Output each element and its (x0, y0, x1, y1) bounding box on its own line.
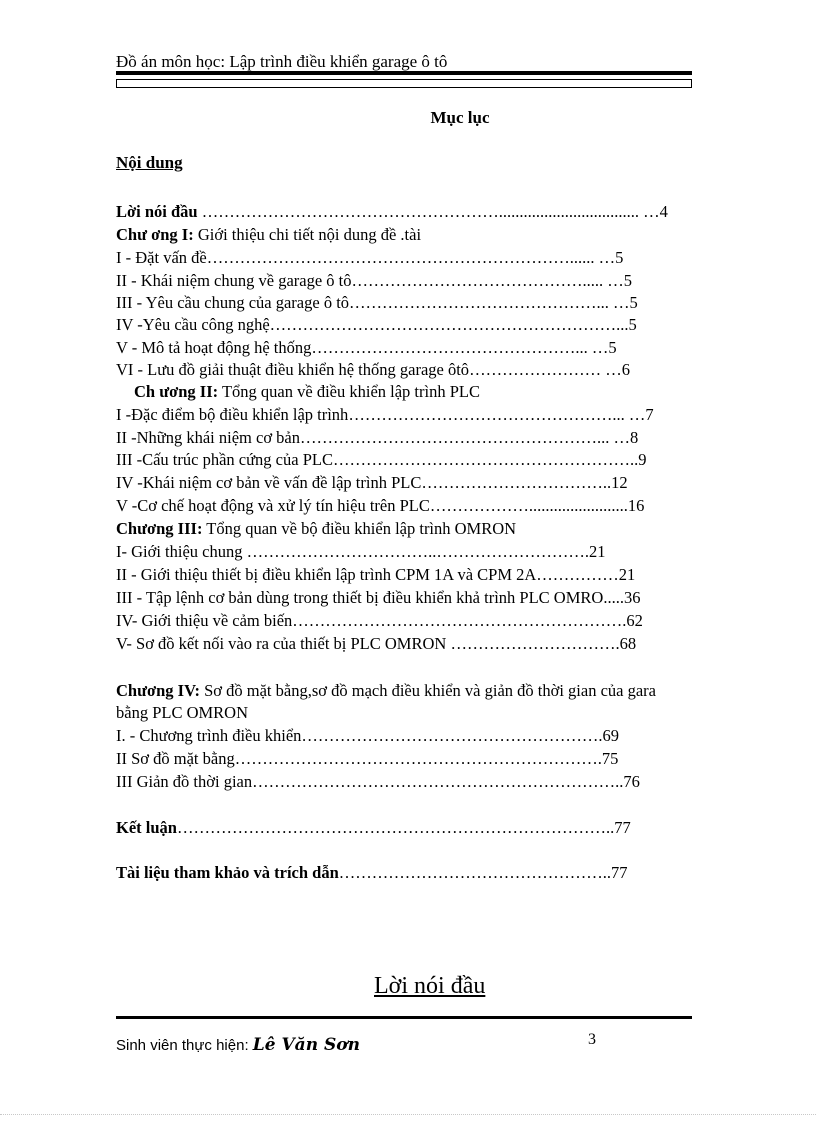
toc-line (116, 817, 631, 839)
toc-label: Lời nói đầu (116, 202, 198, 221)
toc-page: 21 (589, 542, 606, 561)
toc-label: IV -Yêu cầu công nghệ (116, 315, 270, 334)
toc-line (116, 381, 480, 403)
toc-label: III Giản đồ thời gian (116, 772, 253, 791)
toc-line (116, 224, 421, 246)
page-bottom-edge (0, 1114, 816, 1115)
toc-page: …5 (591, 338, 617, 357)
toc-line (116, 495, 644, 517)
toc-page: 5 (628, 315, 637, 334)
toc-lead: ………………………………………... (349, 293, 614, 312)
toc-line (116, 314, 637, 336)
toc-page: 36 (623, 588, 641, 607)
toc-lead: ……………………………………………….................................. (197, 202, 639, 221)
toc-label: IV -Khái niệm cơ bản về vấn đề lập trình PLC (116, 473, 422, 492)
toc-line (116, 771, 640, 793)
footer-rule (116, 1016, 692, 1019)
footer-student (116, 1035, 360, 1055)
toc-line (116, 518, 516, 540)
toc-chapter-label: Ch ương II: (134, 382, 219, 401)
toc-label: V- Sơ đồ kết nối vào ra của thiết bị PLC OMRON (116, 634, 451, 653)
toc-line (116, 862, 628, 884)
toc-label: VI - Lưu đồ giải thuật điều khiển hệ thống garage ôtô (116, 360, 470, 379)
toc-line (116, 725, 619, 747)
toc-lead: …………………………. (450, 634, 620, 653)
toc-lead: ..... (603, 588, 624, 607)
header-rule-box (116, 79, 692, 88)
toc-label: Tổng quan về bộ điều khiển lập trình OMRON (202, 519, 517, 538)
toc-label: IV- Giới thiệu về cảm biến (116, 611, 293, 630)
toc-label: Sơ đồ mặt bằng,sơ đồ mạch điều khiển và giản đồ thời gian của gara (200, 681, 656, 700)
toc-chapter-label: Chương III: (116, 519, 203, 538)
toc-label: I- Giới thiệu chung (116, 542, 247, 561)
toc-label: Tổng quan về điều khiển lập trình PLC (218, 382, 480, 401)
toc-page: 68 (619, 634, 637, 653)
toc-chapter-label: Chương IV: (116, 681, 200, 700)
toc-line (116, 633, 636, 655)
student-name: Lê Văn Sơn (252, 1035, 360, 1055)
toc-label: III - Tập lệnh cơ bản dùng trong thiết bị điều khiển khả trình PLC OMRO (116, 588, 604, 607)
toc-label: I. - Chương trình điều khiển (116, 726, 302, 745)
toc-line (116, 610, 643, 632)
toc-page: 69 (602, 726, 620, 745)
toc-label: V - Mô tả hoạt động hệ thống (116, 338, 312, 357)
toc-label: Kết luận (116, 818, 177, 837)
toc-line (116, 702, 248, 724)
toc-lead: …………… (536, 565, 619, 584)
toc-lead: …………………… (469, 360, 606, 379)
header-rule-thick (116, 71, 692, 75)
toc-line (116, 404, 654, 426)
toc-label: II - Giới thiệu thiết bị điều khiển lập trình CPM 1A và CPM 2A (116, 565, 537, 584)
toc-page: …5 (613, 293, 638, 312)
toc-label: I -Đặc điểm bộ điều khiển lập trình (116, 405, 349, 424)
toc-label: Giới thiệu chi tiết nội dung đề .tài (193, 225, 422, 244)
toc-lead: …………………………………………………………………….. (176, 818, 615, 837)
toc-page: 77 (611, 863, 628, 882)
toc-line (116, 337, 617, 359)
toc-page: 12 (611, 473, 628, 492)
toc-page: …8 (613, 428, 639, 447)
toc-page: 9 (638, 450, 647, 469)
toc-lead: ………………………………………………. (301, 726, 603, 745)
toc-lead: …………………………………………………………. (234, 749, 602, 768)
toc-lead: ………………………………………………………... (269, 315, 629, 334)
toc-lead: ……………………………..………………………. (246, 542, 589, 561)
toc-line (116, 449, 646, 471)
toc-page: …5 (607, 271, 632, 290)
toc-page: 21 (618, 565, 636, 584)
toc-label: Tài liệu tham khảo và trích dẫn (116, 863, 339, 882)
toc-page: 62 (626, 611, 643, 630)
toc-line (116, 680, 656, 702)
toc-title: Mục lục (430, 108, 490, 127)
toc-line (116, 564, 635, 586)
toc-label: II -Những khái niệm cơ bản (116, 428, 300, 447)
toc-page: 75 (601, 749, 619, 768)
toc-line (116, 748, 618, 770)
toc-page: …7 (628, 405, 654, 424)
toc-lead: …………………………………………... (311, 338, 592, 357)
foreword-heading: Lời nói đầu (374, 973, 486, 999)
toc-lead: …………………………………………………………...... (206, 248, 599, 267)
toc-lead: …………………………………………... (348, 405, 629, 424)
toc-lead: ………………........................ (429, 496, 628, 515)
document-header-title: Đồ án môn học: Lập trình điều khiển garage ô tô (116, 52, 448, 71)
toc-label: bằng PLC OMRON (116, 703, 249, 722)
toc-label: II Sơ đồ mặt bằng (116, 749, 235, 768)
toc-line (116, 247, 623, 269)
toc-label: V -Cơ chế hoạt động và xử lý tín hiệu trên PLC (116, 496, 430, 515)
toc-page: …5 (598, 248, 624, 267)
toc-page: …6 (605, 360, 630, 379)
toc-line (116, 292, 638, 314)
toc-line (116, 359, 630, 381)
content-heading: Nội dung (116, 153, 183, 172)
student-label: Sinh viên thực hiện: (116, 1037, 253, 1054)
toc-chapter-label: Chư ơng I: (116, 225, 194, 244)
toc-line (116, 427, 638, 449)
toc-page: …4 (638, 202, 668, 221)
toc-lead: …………………………….. (421, 473, 612, 492)
toc-label: I - Đặt vấn đề (116, 248, 207, 267)
toc-lead: ……………………………………………………. (292, 611, 627, 630)
toc-lead: ………………………………………………... (300, 428, 614, 447)
toc-line (116, 270, 632, 292)
toc-line (116, 472, 628, 494)
toc-line (116, 201, 668, 223)
toc-page: 77 (614, 818, 631, 837)
toc-lead: ………………………………………………………….. (252, 772, 624, 791)
toc-line (116, 587, 640, 609)
toc-page: 76 (623, 772, 640, 791)
toc-label: III -Cấu trúc phần cứng của PLC (116, 450, 333, 469)
toc-label: II - Khái niệm chung về garage ô tô (116, 271, 352, 290)
toc-label: III - Yêu cầu chung của garage ô tô (116, 293, 350, 312)
toc-lead: ………………………………………….. (338, 863, 612, 882)
page-number: 3 (588, 1031, 596, 1048)
toc-lead: ……………………………………..... (351, 271, 608, 290)
toc-lead: ……………………………………………….. (332, 450, 639, 469)
toc-line (116, 541, 606, 563)
toc-page: 16 (627, 496, 645, 515)
